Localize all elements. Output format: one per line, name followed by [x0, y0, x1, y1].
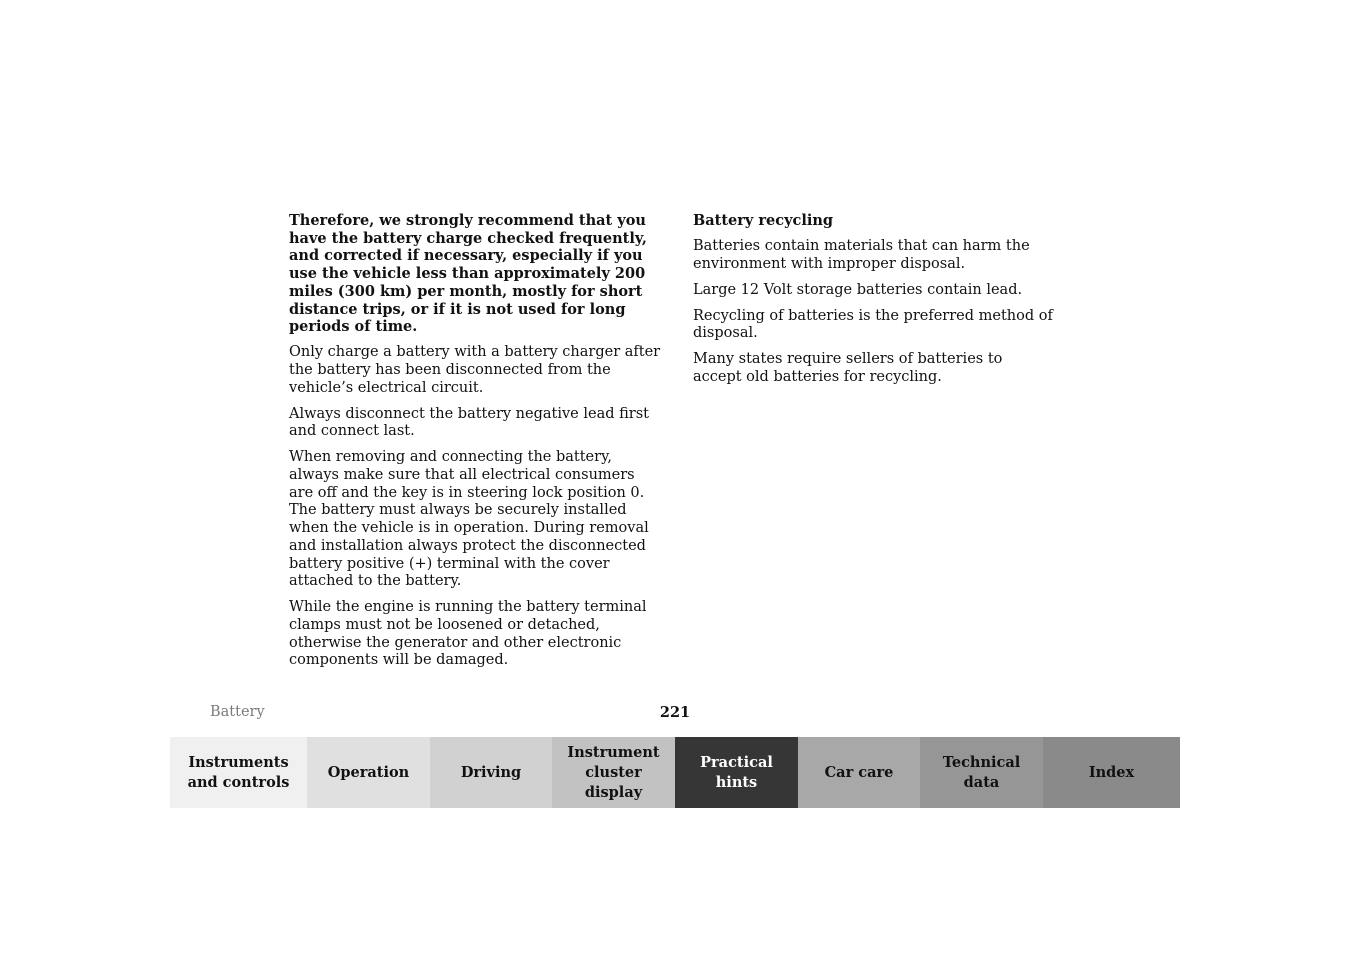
section-heading: Battery recycling — [693, 212, 834, 229]
recycling-paragraph: Recycling of batteries is the preferred method of disposal. — [693, 307, 1053, 342]
page-number: 221 — [659, 704, 691, 721]
recycling-paragraph: Batteries contain materials that can harm the environment with improper disposal. — [693, 238, 1030, 272]
nav-tab-operation[interactable]: Operation — [307, 737, 430, 808]
nav-tab-technical-data[interactable]: Technical data — [920, 737, 1043, 808]
nav-tab-instruments-and-controls[interactable]: Instruments and controls — [170, 737, 307, 808]
engine-running-paragraph: While the engine is running the battery terminal clamps must not be loosened or detached, otherwise the generator and other electronic components will be damaged. — [289, 599, 647, 669]
right-text-column — [693, 212, 1053, 395]
removal-paragraph: When removing and connecting the battery, always make sure that all electrical consumers are off and the key is in steering lock position 0. The battery must always be securely installed when the vehicle is in operation. During removal and installation always protect the disconnected battery positive (+) terminal with the cover attached to the battery. — [289, 449, 649, 590]
recycling-paragraph: Many states require sellers of batteries to accept old batteries for recycling. — [693, 351, 1003, 386]
section-name: Battery — [210, 704, 265, 720]
nav-tab-index[interactable]: Index — [1043, 737, 1180, 808]
emphasis-paragraph: Therefore, we strongly recommend that you have the battery charge checked frequently, and corrected if necessary, especially if you use the vehicle less than approximately 200 miles (300 km) per month, mostly for short distance trips, or if it is not used for long periods of time. — [289, 212, 647, 336]
left-text-column — [289, 212, 661, 678]
nav-tab-driving[interactable]: Driving — [430, 737, 552, 808]
chapter-nav-bar — [170, 737, 1180, 808]
recycling-paragraph: Large 12 Volt storage batteries contain lead. — [693, 281, 1023, 298]
nav-tab-car-care[interactable]: Car care — [798, 737, 920, 808]
disconnect-order-paragraph: Always disconnect the battery negative lead first and connect last. — [289, 405, 650, 440]
nav-tab-practical-hints[interactable]: Practical hints — [675, 737, 798, 808]
nav-tab-instrument-cluster-display[interactable]: Instrument cluster display — [552, 737, 675, 808]
charging-paragraph: Only charge a battery with a battery charger after the battery has been disconnected from the vehicle’s electrical circuit. — [289, 344, 661, 396]
